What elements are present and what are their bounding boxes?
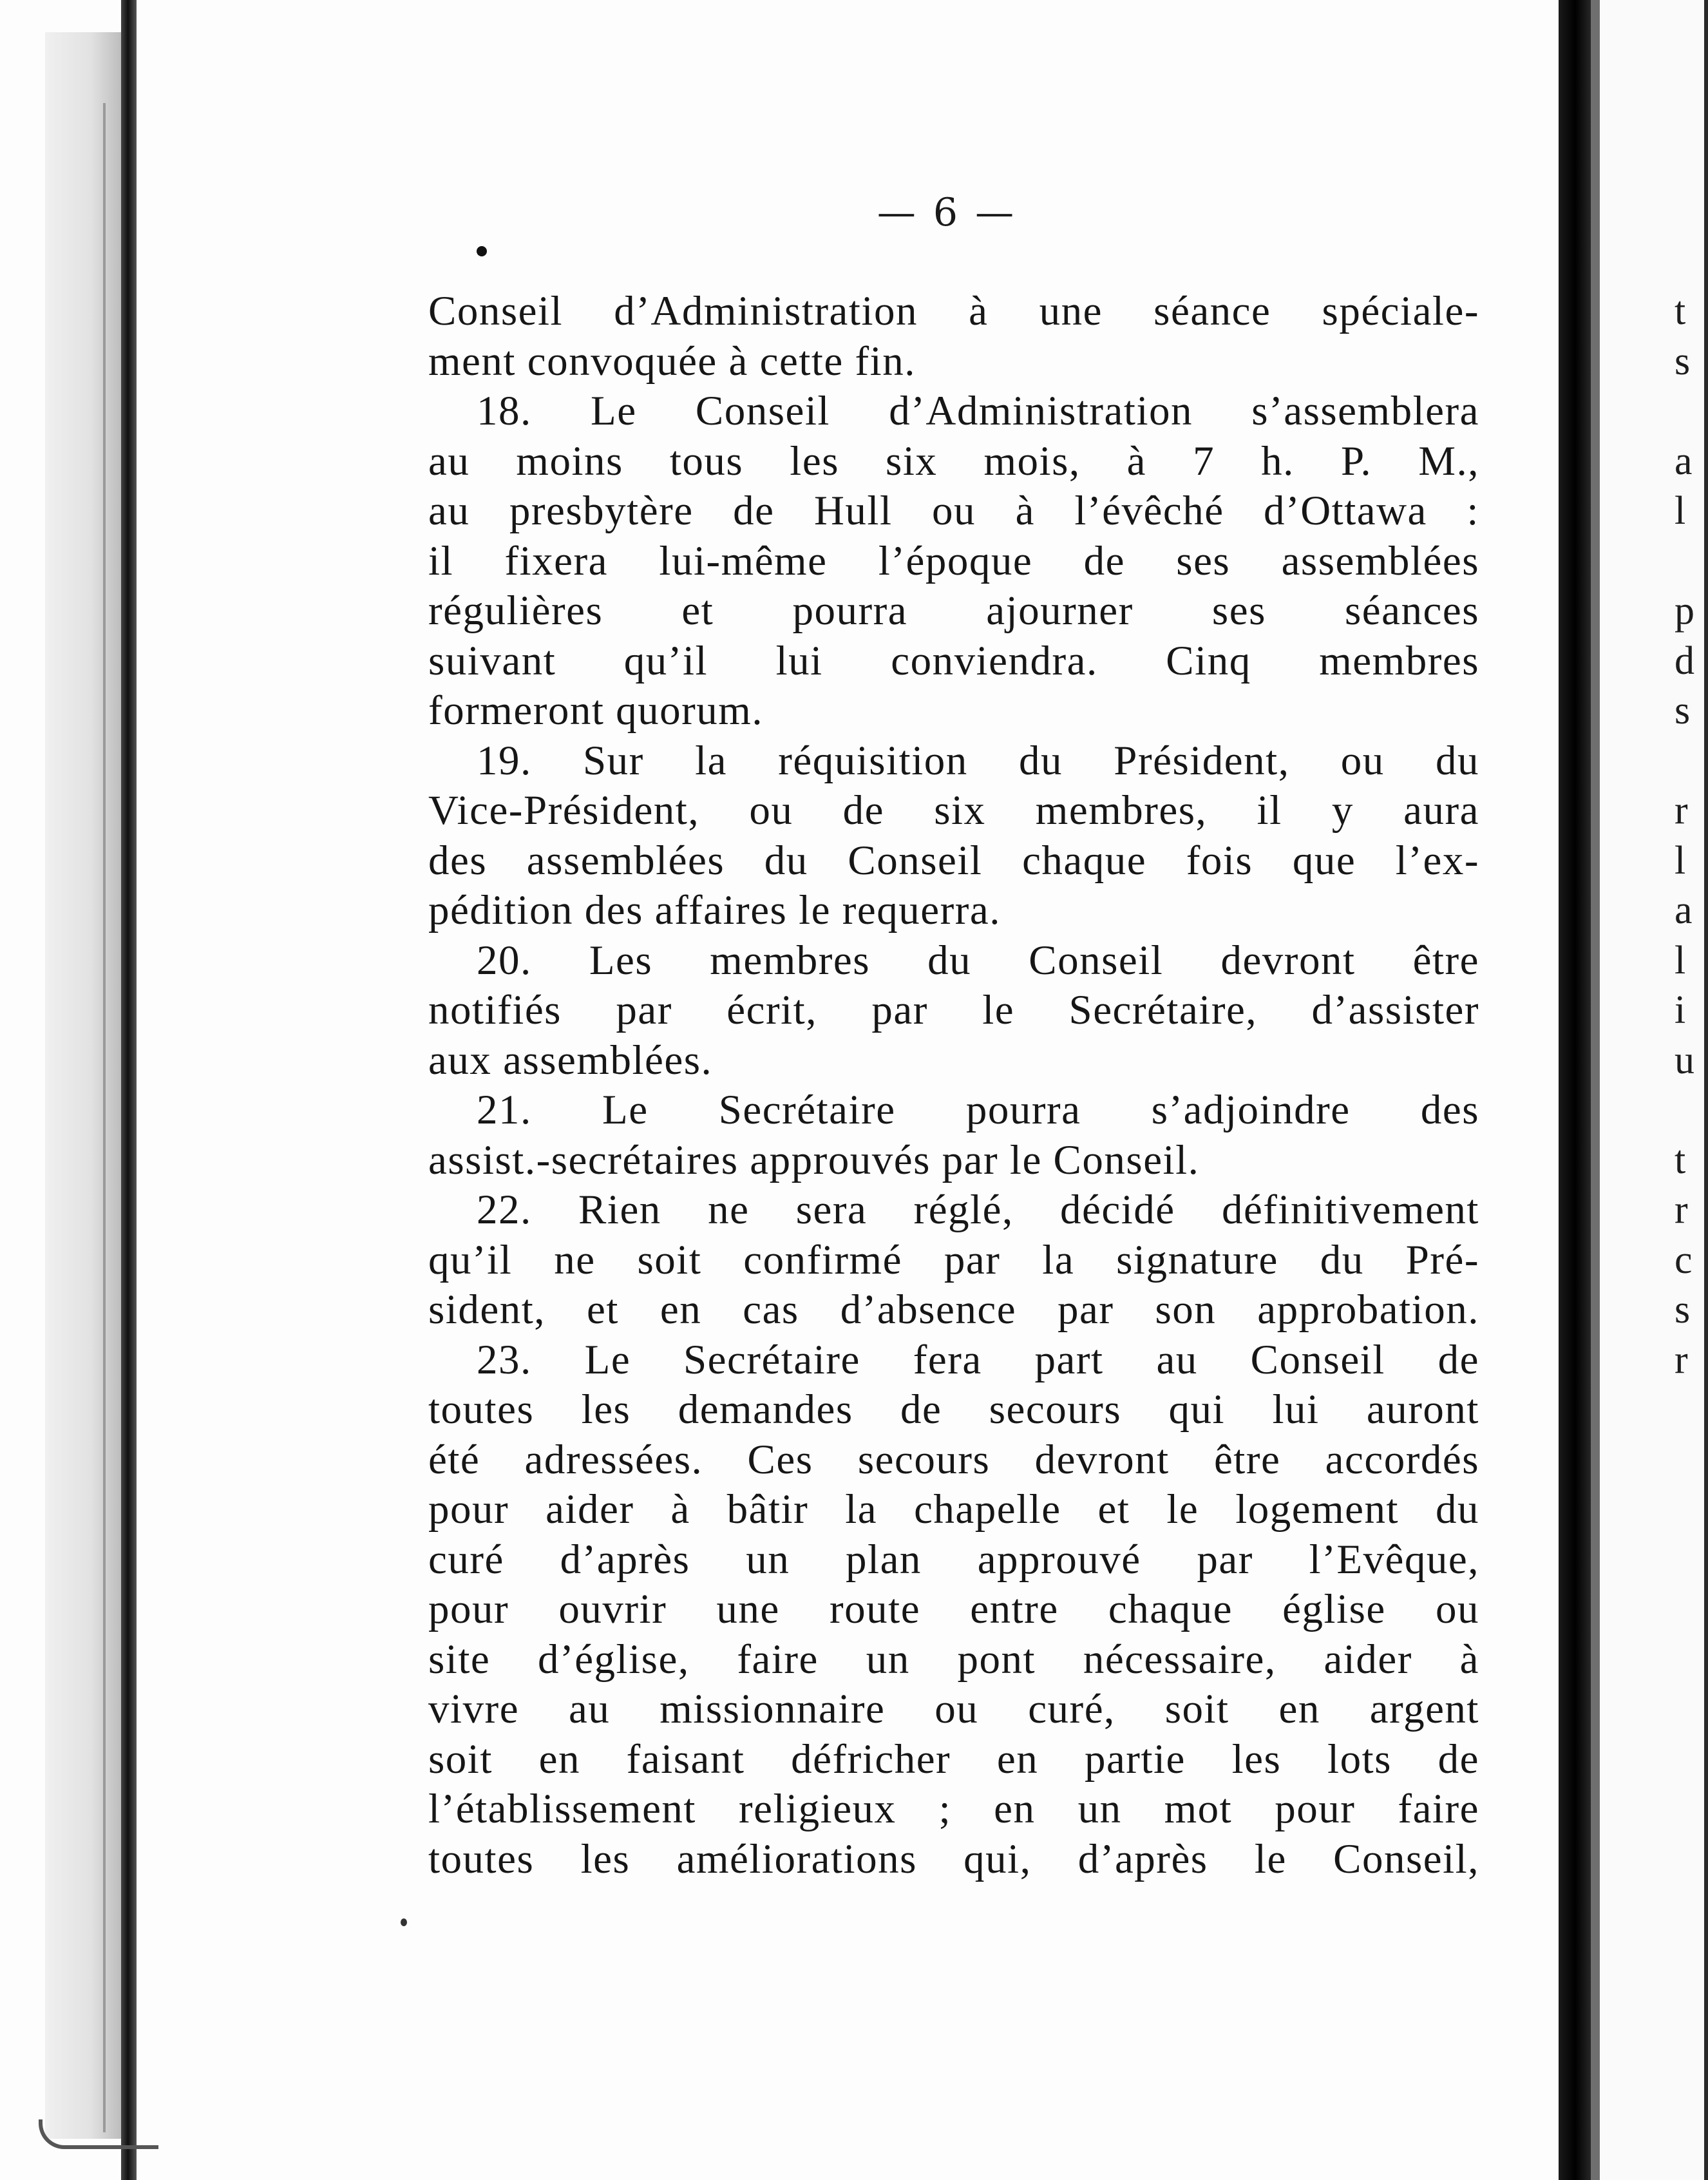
text-line: été adressées. Ces secours devront être accordés — [428, 1436, 1479, 1483]
text-line: Vice-Président, ou de six membres, il y aura — [428, 787, 1479, 834]
left-binding-shadow — [121, 0, 137, 2180]
fragment-letter — [1675, 1085, 1708, 1136]
ink-speck — [401, 1918, 407, 1926]
text-line: qu’il ne soit confirmé par la signature du Pré- — [428, 1236, 1479, 1283]
text-line: assist.-secrétaires approuvés par le Conseil. — [428, 1136, 1200, 1183]
fragment-letter: d — [1675, 638, 1694, 683]
fragment-letter — [1675, 736, 1708, 787]
adjacent-page-text-fragments — [1675, 287, 1708, 1385]
fragment-letter: r — [1675, 789, 1688, 832]
text-line: Conseil d’Administration à une séance spéciale- — [428, 288, 1479, 334]
fragment-letter: s — [1675, 339, 1691, 383]
text-line: au moins tous les six mois, à 7 h. P. M., — [428, 437, 1479, 484]
left-page-edge-line — [103, 103, 106, 2132]
article-19-line: 19. Sur la réquisition du Président, ou du — [477, 737, 1479, 784]
fragment-letter: s — [1675, 689, 1691, 732]
text-line: régulières et pourra ajourner ses séances — [428, 588, 1479, 634]
fragment-letter: l — [1675, 938, 1686, 982]
fragment-letter: u — [1675, 1038, 1694, 1082]
text-line: vivre au missionnaire ou curé, soit en argent — [428, 1686, 1479, 1732]
right-binding-shadow — [1559, 0, 1592, 2180]
fragment-letter: c — [1675, 1238, 1693, 1282]
text-line: toutes les demandes de secours qui lui auront — [428, 1386, 1479, 1433]
text-line: soit en faisant défricher en partie les lots de — [428, 1735, 1479, 1783]
fragment-letter: l — [1675, 489, 1686, 533]
text-line: au presbytère de Hull ou à l’évêché d’Ottawa : — [428, 488, 1479, 534]
fragment-letter — [1675, 387, 1708, 437]
text-line: curé d’après un plan approuvé par l’Evêque, — [428, 1536, 1479, 1583]
article-22-line: 22. Rien ne sera réglé, décidé définitivement — [477, 1187, 1479, 1233]
fragment-letter: r — [1675, 1337, 1688, 1382]
fragment-letter: p — [1675, 589, 1694, 633]
ink-speck — [477, 246, 487, 256]
article-18-line: 18. Le Conseil d’Administration s’assemblera — [477, 388, 1479, 434]
text-line: toutes les améliorations qui, d’après le Conseil, — [428, 1835, 1479, 1882]
page-corner-curl — [39, 2119, 158, 2149]
text-line: ment convoquée à cette fin. — [428, 338, 916, 385]
text-line: l’établissement religieux ; en un mot pour faire — [428, 1786, 1479, 1832]
right-gutter-edge — [1591, 0, 1600, 2180]
fragment-letter: t — [1675, 289, 1686, 333]
text-line: aux assemblées. — [428, 1037, 713, 1084]
article-23-line: 23. Le Secrétaire fera part au Conseil de — [477, 1336, 1479, 1383]
text-line: site d’église, faire un pont nécessaire, aider à — [428, 1636, 1479, 1683]
fragment-letter: t — [1675, 1138, 1686, 1182]
fragment-letter — [1675, 537, 1708, 587]
left-page-edge — [45, 32, 121, 2139]
article-21-line: 21. Le Secrétaire pourra s’adjoindre des — [477, 1087, 1479, 1133]
page-number: — 6 — — [877, 190, 1017, 235]
text-line: sident, et en cas d’absence par son approbation. — [428, 1286, 1479, 1333]
text-line: pédition des affaires le requerra. — [428, 887, 1001, 933]
text-line: formeront quorum. — [428, 687, 764, 734]
text-line: pour aider à bâtir la chapelle et le logement du — [428, 1486, 1479, 1533]
article-20-line: 20. Les membres du Conseil devront être — [477, 937, 1479, 984]
fragment-letter: l — [1675, 838, 1686, 883]
text-line: suivant qu’il lui conviendra. Cinq membres — [428, 637, 1479, 684]
fragment-letter: s — [1675, 1288, 1691, 1332]
text-line: pour ouvrir une route entre chaque église ou — [428, 1586, 1479, 1632]
fragment-letter: a — [1675, 888, 1693, 932]
body-text — [428, 287, 1479, 1884]
text-line: des assemblées du Conseil chaque fois que l’ex- — [428, 837, 1479, 884]
text-line: notifiés par écrit, par le Secrétaire, d’assister — [428, 987, 1479, 1033]
text-line: il fixera lui-même l’époque de ses assemblées — [428, 537, 1479, 584]
fragment-letter: a — [1675, 439, 1693, 483]
fragment-letter: r — [1675, 1188, 1688, 1232]
fragment-letter: i — [1675, 988, 1686, 1032]
